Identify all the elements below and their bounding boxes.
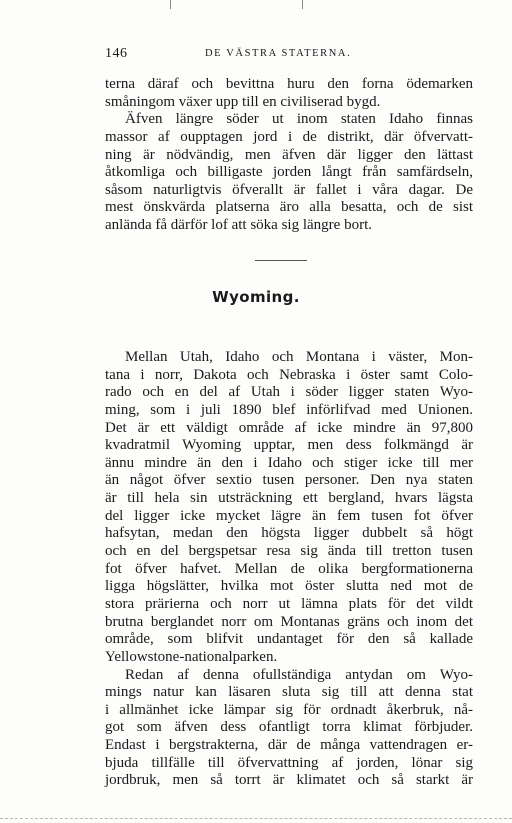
intro-paragraphs: [105, 76, 473, 235]
text-line: jordbruk, men så torrt är klimatet och så starkt är: [105, 772, 473, 789]
text-line: stora prärierna och norr ut lämna plats för det vildt: [105, 595, 473, 612]
section-divider: [255, 260, 307, 261]
text-line: anlända få därför lof att söka sig längre bort.: [105, 217, 372, 234]
text-line: ming, som i juli 1890 blef införlifvad med Unionen.: [105, 401, 473, 418]
page-number: 146: [105, 46, 128, 61]
text-line: hafsytan, medan den högsta ligger dubbelt så högt: [105, 525, 473, 542]
text-line: Mellan Utah, Idaho och Montana i väster, Mon-: [125, 349, 473, 365]
text-line: i allmänhet icke lämpar sig för ordnadt åkerbruk, nå-: [105, 701, 473, 718]
text-line: ligga högslätter, hvilka mot öster slutta ned mot de: [105, 578, 473, 595]
text-line: rado och en del af Utah i söder ligger staten Wyo-: [105, 384, 473, 401]
text-line: är till hela sin utsträckning ett bergland, hvars lägsta: [105, 490, 473, 507]
text-line: bjuda tillfälle till öfvervattning af jorden, lönar sig: [105, 754, 473, 771]
text-line: tana i norr, Dakota och Nebraska i öster samt Colo-: [105, 366, 473, 383]
text-line: åtkomliga och billigaste jorden långt från samfärdseln,: [105, 164, 473, 181]
text-line: och en del bergspetsar resa sig ända till tretton tusen: [105, 543, 473, 560]
text-line: fot öfver hafvet. Mellan de olika bergformationerna: [105, 560, 473, 577]
text-line: del ligger icke mycket lägre än fem tusen fot öfver: [105, 507, 473, 524]
text-line: såsom naturligtvis öfverallt är fallet i våra dagar. De: [105, 181, 473, 198]
text-line: kvadratmil Wyoming upptar, men dess folkmängd är: [105, 437, 473, 454]
text-line: ännu mindre än den i Idaho och stiger icke till mer: [105, 454, 473, 471]
text-line: got som äfven dess ofantligt torra klimat förbjuder.: [105, 719, 473, 736]
text-line: Redan af denna ofullständiga antydan om Wyo-: [125, 666, 473, 683]
text-line: mings natur kan läsaren sluta sig till att denna stat: [105, 684, 473, 701]
section-paragraphs: [105, 349, 473, 790]
text-line: småningom växer upp till en civiliserad bygd.: [105, 93, 381, 110]
scan-bottom-edge: [0, 818, 512, 820]
scan-edge-mark: [170, 0, 171, 9]
text-line: Äfven längre söder ut inom staten Idaho finnas: [125, 111, 473, 128]
text-line: brutna berglandet norr om Montanas gräns och inom det: [105, 613, 473, 630]
page-header: [105, 46, 473, 64]
section-title: Wyoming.: [212, 288, 300, 306]
text-line: massor af oupptagen jord i de distrikt, där öfvervatt-: [105, 128, 473, 145]
text-line: mest önskvärda platserna äro alla besatta, och de sist: [105, 199, 473, 216]
text-line: än något öfver sextio tusen personer. Den nya staten: [105, 472, 473, 489]
running-head: DE VÄSTRA STATERNA.: [205, 48, 352, 59]
text-line: Endast i bergstrakterna, där de många vattendragen er-: [105, 737, 473, 754]
text-line: område, som blifvit undantaget för den så kallade: [105, 631, 473, 648]
text-line: Yellowstone-nationalparken.: [105, 648, 278, 665]
text-line: terna däraf och bevittna huru den forna ödemarken: [105, 76, 473, 92]
text-line: ning är nödvändig, men äfven där ligger den lättast: [105, 146, 473, 163]
text-line: Det är ett väldigt område af icke mindre än 97,800: [105, 419, 473, 436]
scan-edge-mark: [302, 0, 303, 9]
